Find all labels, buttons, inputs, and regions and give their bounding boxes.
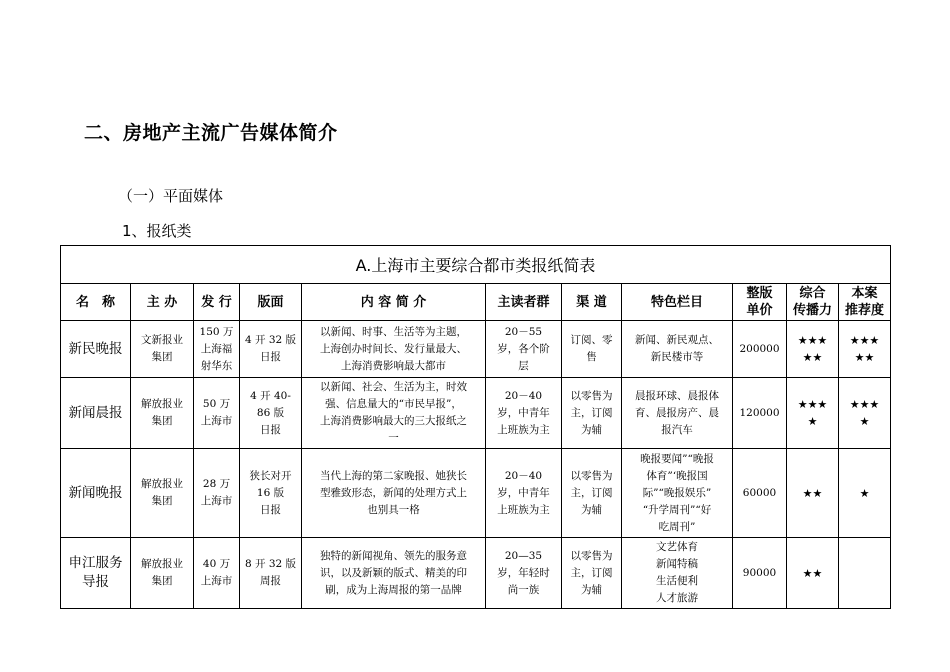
cell-reach-stars: ★★★ ★ <box>787 378 839 449</box>
cell-channel: 以零售为 主，订阅 为辅 <box>562 538 622 609</box>
cell-readers: 20—35 岁，年轻时 尚一族 <box>486 538 562 609</box>
cell-sponsor: 解放报业 集团 <box>131 378 194 449</box>
table-row <box>61 321 891 378</box>
cell-reach-stars: ★★ <box>787 538 839 609</box>
table-caption: A.上海市主要综合都市类报纸简表 <box>61 246 891 284</box>
cell-circulation: 28 万 上海市 <box>194 449 240 538</box>
cell-price: 200000 <box>733 321 787 378</box>
cell-price: 120000 <box>733 378 787 449</box>
cell-intro: 以新闻、时事、生活等为主题， 上海创办时间长、发行量最大、 上海消费影响最大都市 <box>302 321 486 378</box>
header-price: 整版 单价 <box>733 284 787 321</box>
cell-channel: 以零售为 主，订阅 为辅 <box>562 449 622 538</box>
cell-columns: 文艺体育 新闻特稿 生活便利 人才旅游 <box>622 538 733 609</box>
cell-recommend-stars: ★ <box>839 449 891 538</box>
cell-recommend-stars: ★★★ ★ <box>839 378 891 449</box>
cell-channel: 订阅、零 售 <box>562 321 622 378</box>
cell-sponsor: 文新报业 集团 <box>131 321 194 378</box>
cell-readers: 20－40 岁，中青年 上班族为主 <box>486 378 562 449</box>
cell-sponsor: 解放报业 集团 <box>131 538 194 609</box>
table-row <box>61 538 891 609</box>
newspaper-table <box>60 245 891 609</box>
header-circulation: 发 行 <box>194 284 240 321</box>
cell-name: 新民晚报 <box>61 321 131 378</box>
cell-intro: 以新闻、社会、生活为主，时效 强、信息量大的“市民早报”， 上海消费影响最大的三大报纸之 一 <box>302 378 486 449</box>
cell-name: 新闻晚报 <box>61 449 131 538</box>
cell-reach-stars: ★★ <box>787 449 839 538</box>
cell-columns: 新闻、新民观点、 新民楼市等 <box>622 321 733 378</box>
header-readers: 主读者群 <box>486 284 562 321</box>
header-sponsor: 主 办 <box>131 284 194 321</box>
cell-layout: 狭长对开 16 版 日报 <box>240 449 302 538</box>
cell-name: 新闻晨报 <box>61 378 131 449</box>
header-layout: 版面 <box>240 284 302 321</box>
header-reach: 综合 传播力 <box>787 284 839 321</box>
cell-layout: 8 开 32 版 周报 <box>240 538 302 609</box>
cell-intro: 独特的新闻视角、领先的服务意 识，以及新颖的版式、精美的印 刷，成为上海周报的第一品牌 <box>302 538 486 609</box>
cell-recommend-stars <box>839 538 891 609</box>
cell-circulation: 40 万 上海市 <box>194 538 240 609</box>
cell-price: 90000 <box>733 538 787 609</box>
cell-intro: 当代上海的第二家晚报、她狭长 型雅致形态，新闻的处理方式上 也别具一格 <box>302 449 486 538</box>
cell-sponsor: 解放报业 集团 <box>131 449 194 538</box>
table-row <box>61 449 891 538</box>
header-channel: 渠 道 <box>562 284 622 321</box>
item-title: 1、报纸类 <box>122 222 192 240</box>
cell-reach-stars: ★★★ ★★ <box>787 321 839 378</box>
cell-columns: 晚报要闻”“晚报 体育”‘晚报国 际”“晚报娱乐” “升学周刊”“好 吃周刊” <box>622 449 733 538</box>
table-row <box>61 378 891 449</box>
section-title: 二、房地产主流广告媒体简介 <box>84 122 338 144</box>
cell-layout: 4 开 40- 86 版 日报 <box>240 378 302 449</box>
cell-circulation: 150 万 上海福 射华东 <box>194 321 240 378</box>
cell-recommend-stars: ★★★ ★★ <box>839 321 891 378</box>
subsection-title: （一）平面媒体 <box>118 187 224 205</box>
header-columns: 特色栏目 <box>622 284 733 321</box>
header-name: 名 称 <box>61 284 131 321</box>
cell-layout: 4 开 32 版 日报 <box>240 321 302 378</box>
table-header-row <box>61 284 891 321</box>
cell-readers: 20－55 岁，各个阶 层 <box>486 321 562 378</box>
cell-channel: 以零售为 主，订阅 为辅 <box>562 378 622 449</box>
header-intro: 内 容 简 介 <box>302 284 486 321</box>
cell-columns: 晨报环球、晨报体 育、晨报房产、晨 报汽车 <box>622 378 733 449</box>
cell-name: 申江服务 导报 <box>61 538 131 609</box>
cell-price: 60000 <box>733 449 787 538</box>
cell-circulation: 50 万 上海市 <box>194 378 240 449</box>
header-recommend: 本案 推荐度 <box>839 284 891 321</box>
cell-readers: 20－40 岁，中青年 上班族为主 <box>486 449 562 538</box>
